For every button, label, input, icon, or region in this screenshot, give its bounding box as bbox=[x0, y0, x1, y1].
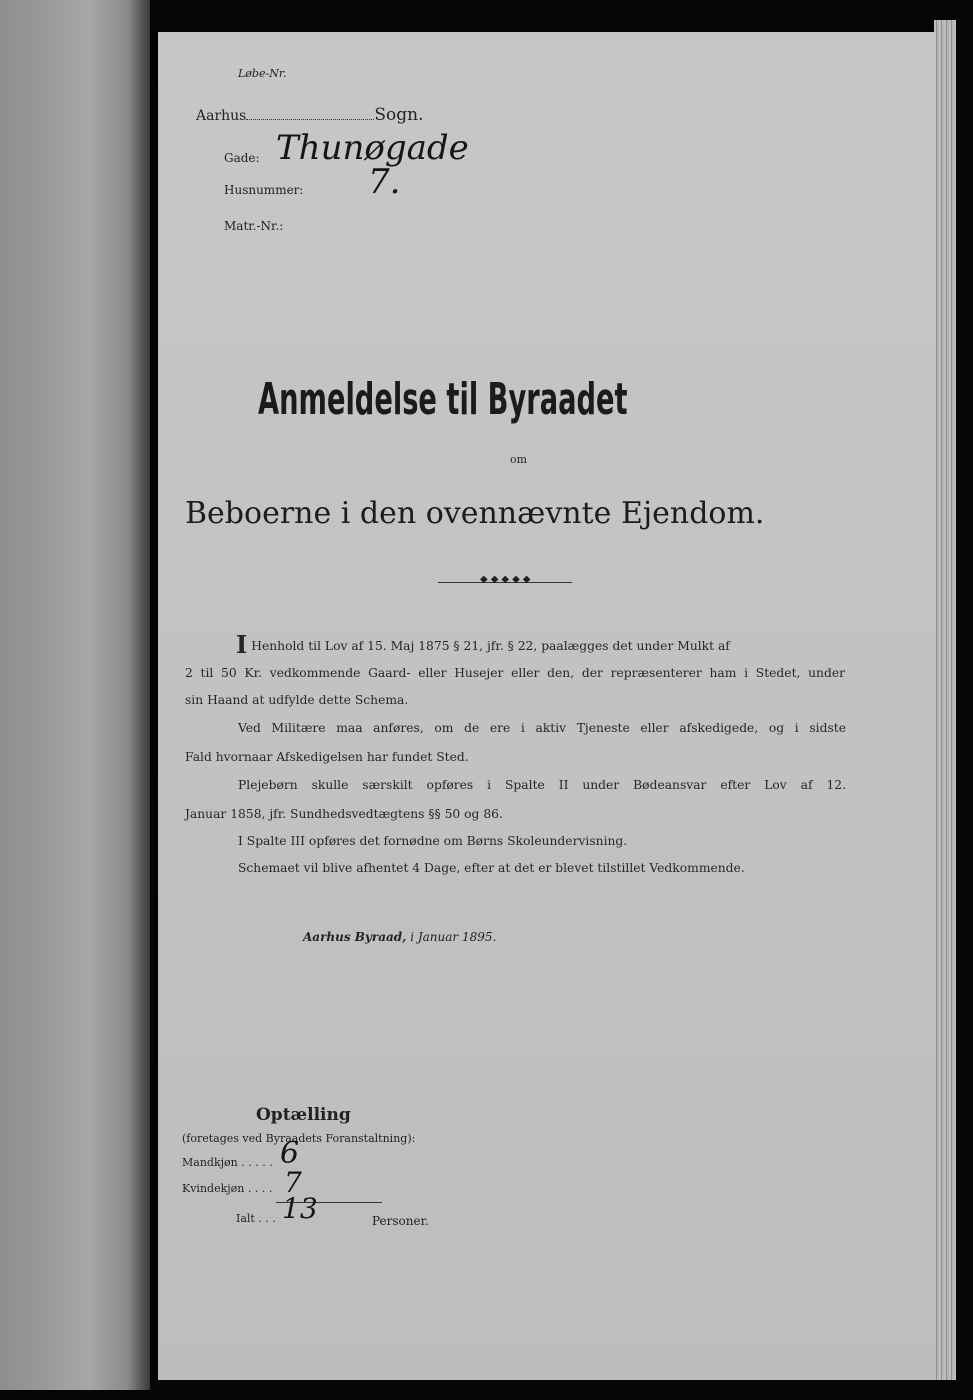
paragraph-1-initial: I bbox=[236, 630, 248, 659]
husnummer-label: Husnummer: bbox=[224, 183, 304, 197]
women-row: Kvindekjøn . . . . bbox=[182, 1182, 273, 1195]
paragraph-5-line-1: Schemaet vil blive afhentet 4 Dage, efter at det er blevet tilstillet Vedkommende. bbox=[238, 861, 745, 875]
document-subtitle: Beboerne i den ovennævnte Ejendom. bbox=[185, 496, 765, 531]
paragraph-1-line-3: sin Haand at udfylde dette Schema. bbox=[185, 693, 409, 707]
signature-date: i Januar 1895. bbox=[410, 930, 497, 944]
women-value: 7 bbox=[284, 1166, 302, 1199]
loebe-nr-label: Løbe-Nr. bbox=[238, 67, 287, 80]
document-page bbox=[158, 32, 936, 1380]
document-title: Anmeldelse til Byraadet bbox=[258, 374, 628, 425]
women-label: Kvindekjøn bbox=[182, 1182, 245, 1195]
persons-label: Personer. bbox=[372, 1214, 429, 1228]
left-page bbox=[0, 0, 150, 1390]
total-row: Ialt . . . bbox=[236, 1212, 276, 1225]
city-label: Aarhus bbox=[196, 108, 247, 124]
men-label: Mandkjøn bbox=[182, 1156, 238, 1169]
total-value: 13 bbox=[282, 1192, 318, 1225]
husnummer-value: 7. bbox=[368, 162, 401, 202]
matr-label: Matr.-Nr.: bbox=[224, 219, 284, 233]
signature-line bbox=[303, 930, 496, 944]
paragraph-2-line-2: Fald hvornaar Afskedigelsen har fundet Sted. bbox=[185, 750, 469, 764]
total-label: Ialt bbox=[236, 1212, 255, 1225]
city-field bbox=[196, 105, 424, 125]
signature-org: Aarhus Byraad, bbox=[303, 930, 407, 944]
count-note: (foretages ved Byraadets Foranstaltning): bbox=[182, 1132, 416, 1145]
paragraph-1-line-1: I Henhold til Lov af 15. Maj 1875 § 21, jfr. § 22, paalægges det under Mulkt af bbox=[236, 630, 730, 659]
men-value: 6 bbox=[280, 1136, 300, 1171]
count-heading: Optælling bbox=[256, 1105, 351, 1125]
gade-label: Gade: bbox=[224, 151, 260, 165]
title-connector: om bbox=[510, 453, 528, 466]
paragraph-1-line-2: 2 til 50 Kr. vedkommende Gaard- eller Husejer eller den, der repræsenterer ham i Stedet, under bbox=[185, 666, 845, 680]
page-edges bbox=[934, 20, 956, 1380]
paragraph-4-line-1: I Spalte III opføres det fornødne om Børns Skoleundervisning. bbox=[238, 834, 628, 848]
paragraph-2-line-1: Ved Militære maa anføres, om de ere i aktiv Tjeneste eller afskedigede, og i sidste bbox=[238, 721, 846, 735]
paragraph-3-line-2: Januar 1858, jfr. Sundhedsvedtægtens §§ 50 og 86. bbox=[185, 807, 503, 821]
paragraph-3-line-1: Plejebørn skulle særskilt opføres i Spalte II under Bødeansvar efter Lov af 12. bbox=[238, 778, 846, 792]
sogn-label: Sogn. bbox=[374, 105, 424, 125]
men-row: Mandkjøn . . . . . bbox=[182, 1156, 273, 1169]
gade-value: Thunøgade bbox=[276, 128, 469, 168]
ornament-dots: ◆◆◆◆◆ bbox=[480, 574, 534, 585]
